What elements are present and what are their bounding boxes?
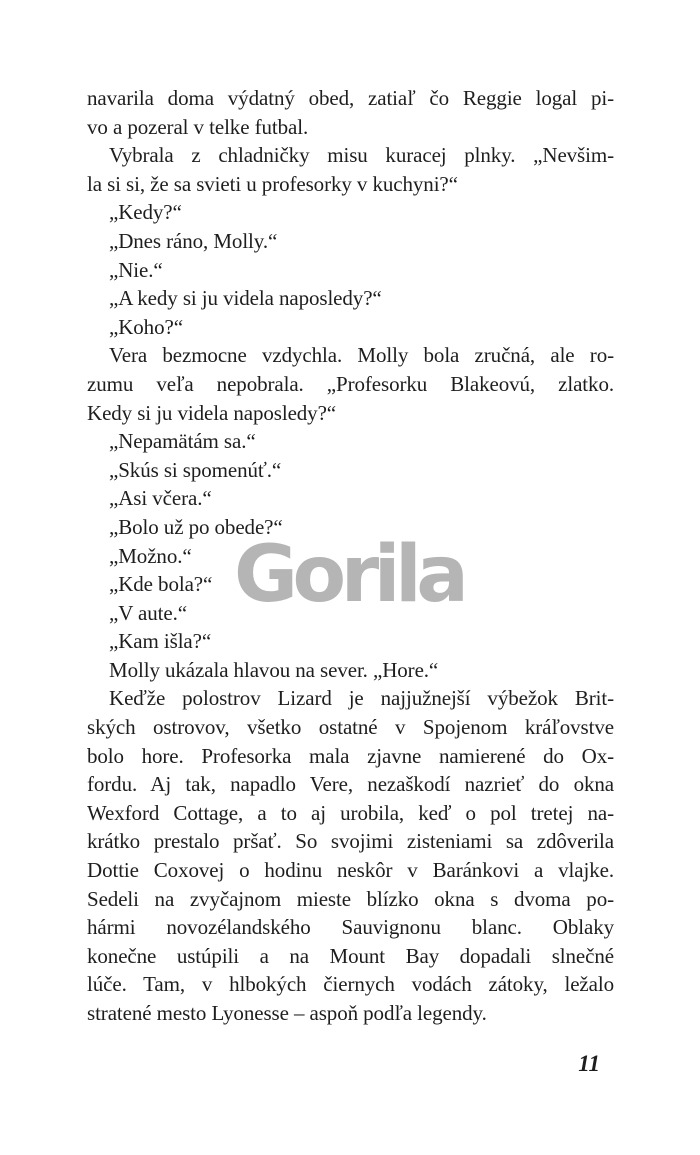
text-line: „Koho?“ bbox=[109, 314, 183, 339]
text-line: Wexford Cottage, a to aj urobila, keď o pol tretej na- bbox=[87, 800, 614, 825]
text-line: konečne ustúpili a na Mount Bay dopadali slnečné bbox=[87, 943, 614, 968]
text-line: Vera bezmocne vzdychla. Molly bola zručná, ale ro- bbox=[109, 343, 614, 368]
gorila-watermark: Gorila bbox=[234, 530, 464, 620]
text-line: navarila doma výdatný obed, zatiaľ čo Reggie logal pi- bbox=[87, 86, 614, 110]
text-line: Molly ukázala hlavou na sever. „Hore.“ bbox=[109, 657, 439, 682]
text-line: Dottie Coxovej o hodinu neskôr v Baránkovi a vlajke. bbox=[87, 858, 614, 883]
text-line: „Dnes ráno, Molly.“ bbox=[109, 228, 278, 253]
text-line: vo a pozeral v telke futbal. bbox=[87, 114, 309, 139]
text-line: „A kedy si ju videla naposledy?“ bbox=[109, 286, 382, 311]
text-line: „Možno.“ bbox=[109, 543, 192, 568]
text-line: „Nepamätám sa.“ bbox=[109, 429, 256, 454]
text-line: stratené mesto Lyonesse – aspoň podľa legendy. bbox=[87, 1001, 487, 1025]
text-line: krátko prestalo pršať. So svojimi zisteniami sa zdôverila bbox=[87, 829, 614, 854]
text-line: zumu veľa nepobrala. „Profesorku Blakeovú, zlatko. bbox=[87, 371, 614, 396]
text-line: „V aute.“ bbox=[109, 600, 188, 625]
text-line: „Kam išla?“ bbox=[109, 629, 212, 654]
text-line: „Asi včera.“ bbox=[109, 486, 212, 511]
text-line: Keďže polostrov Lizard je najjužnejší výbežok Brit- bbox=[109, 686, 614, 711]
text-line: la si si, že sa svieti u profesorky v kuchyni?“ bbox=[87, 171, 458, 196]
text-line: „Bolo už po obede?“ bbox=[109, 514, 283, 539]
text-line: Sedeli na zvyčajnom mieste blízko okna s dvoma po- bbox=[87, 886, 614, 911]
text-line: „Skús si spomenúť.“ bbox=[109, 457, 282, 482]
text-line: „Kde bola?“ bbox=[109, 572, 213, 597]
text-line: ských ostrovov, všetko ostatné v Spojenom kráľovstve bbox=[87, 715, 614, 740]
text-line: bolo hore. Profesorka mala zjavne namierené do Ox- bbox=[87, 743, 614, 768]
text-line: Kedy si ju videla naposledy?“ bbox=[87, 400, 337, 425]
text-line: Vybrala z chladničky misu kuracej plnky. „Nevšim- bbox=[109, 143, 614, 168]
text-line: fordu. Aj tak, napadlo Vere, nezaškodí nazrieť do okna bbox=[87, 772, 614, 797]
text-line: lúče. Tam, v hlbokých čiernych vodách zátoky, ležalo bbox=[87, 972, 614, 997]
text-line: „Nie.“ bbox=[109, 257, 163, 282]
text-line: hármi novozélandského Sauvignonu blanc. Oblaky bbox=[87, 915, 614, 940]
text-line: „Kedy?“ bbox=[109, 200, 182, 225]
page-number: 11 bbox=[578, 1051, 600, 1076]
page-text bbox=[87, 84, 614, 1028]
